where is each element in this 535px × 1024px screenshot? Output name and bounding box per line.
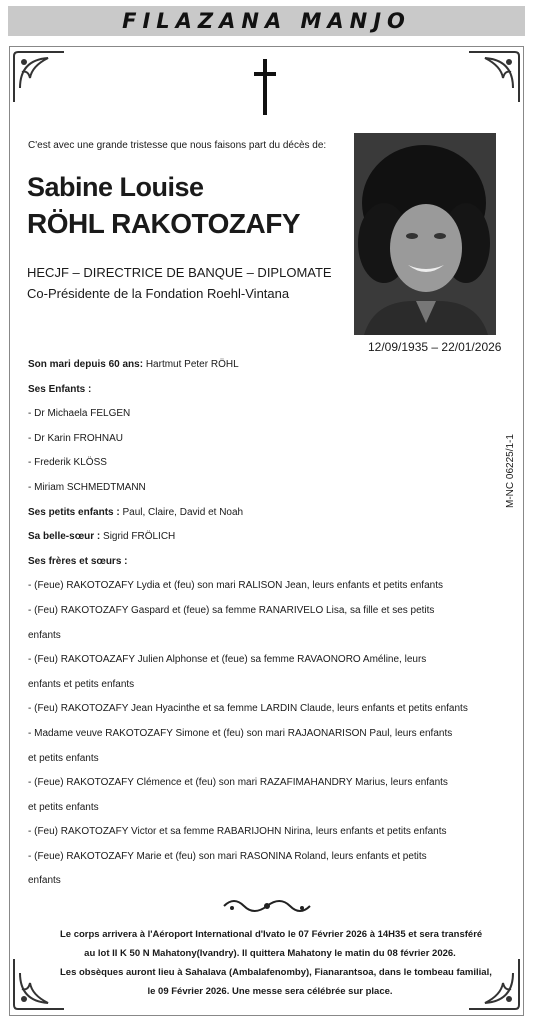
family-list (28, 358, 468, 899)
funeral-line: le 09 Février 2026. Une messe sera célébrée sur place. (147, 986, 393, 997)
family-line (28, 825, 468, 850)
family-line (28, 702, 468, 727)
family-line-text: - Dr Karin FROHNAU (28, 432, 124, 444)
family-line (28, 456, 468, 481)
header-banner (8, 6, 525, 36)
family-line-text: - (Feu) RAKOTOAZAFY Julien Alphonse et (feue) sa femme RAVAONORO Améline, leurs (28, 654, 427, 666)
family-line-text: - Madame veuve RAKOTOZAFY Simone et (feu) son mari RAJAONARISON Paul, leurs enfants (28, 727, 453, 739)
family-line-text: - (Feu) RAKOTOZAFY Jean Hyacinthe et sa femme LARDIN Claude, leurs enfants et petits enfants (28, 703, 468, 715)
family-line-label: Ses frères et sœurs : (28, 555, 128, 567)
family-line-label: Son mari depuis 60 ans: (28, 359, 144, 370)
deceased-last-name: RÖHL RAKOTOZAFY (27, 208, 301, 239)
role-title: HECJF – DIRECTRICE DE BANQUE – DIPLOMATE (27, 265, 332, 280)
cross-icon (254, 59, 276, 115)
funeral-line: Les obsèques auront lieu à Sahalava (Ambalafenomby), Fianarantsoa, dans le tombeau familial, (60, 967, 492, 978)
life-dates: 12/09/1935 – 22/01/2026 (368, 340, 502, 354)
family-line (28, 579, 468, 604)
reference-code: M-NC 06225/1-1 (505, 434, 516, 508)
role-foundation: Co-Présidente de la Fondation Roehl-Vintana (27, 286, 290, 301)
family-line (28, 727, 468, 752)
page-title: FILAZANA MANJO (122, 9, 411, 33)
family-line-text: et petits enfants (28, 801, 99, 813)
deceased-first-name: Sabine Louise (27, 172, 204, 202)
family-line (28, 776, 468, 801)
family-line (28, 653, 468, 678)
intro-text: C'est avec une grande tristesse que nous faisons part du décès de: (28, 140, 327, 151)
family-line (28, 604, 468, 629)
family-line-text: et petits enfants (28, 752, 99, 764)
family-line-text: - Frederik KLÖSS (28, 457, 107, 469)
family-line-text: enfants (28, 629, 61, 641)
family-line (28, 801, 468, 826)
family-line (28, 383, 468, 408)
funeral-line: au lot II K 50 N Mahatony(Ivandry). Il quittera Mahatony le matin du 08 février 2026. (84, 948, 456, 959)
family-line-label: Ses Enfants : (28, 383, 92, 395)
family-line (28, 555, 468, 580)
family-line-text: - (Feu) RAKOTOZAFY Gaspard et (feue) sa femme RANARIVELO Lisa, sa fille et ses petits (28, 604, 435, 616)
portrait-photo (354, 133, 496, 335)
family-line (28, 752, 468, 777)
family-line-text: Paul, Claire, David et Noah (119, 506, 244, 518)
funeral-details (60, 925, 492, 1001)
family-line (28, 850, 468, 875)
family-line (28, 407, 468, 432)
family-line-text: - Miriam SCHMEDTMANN (28, 481, 146, 493)
corner-ornament-top-left-icon (10, 48, 68, 106)
family-line-text: - (Feue) RAKOTOZAFY Lydia et (feu) son mari RALISON Jean, leurs enfants et petits enfants (28, 580, 443, 592)
family-line-text: - (Feue) RAKOTOZAFY Marie et (feu) son mari RASONINA Roland, leurs enfants et petits (28, 850, 427, 862)
family-line (28, 678, 468, 703)
family-line-text: enfants (28, 875, 61, 887)
divider-ornament-icon (222, 896, 312, 916)
family-line-text: - (Feu) RAKOTOZAFY Victor et sa femme RABARIJOHN Nirina, leurs enfants et petits enfants (28, 826, 447, 838)
family-line (28, 358, 468, 383)
corner-ornament-top-right-icon (465, 48, 523, 106)
family-line-text: - (Feue) RAKOTOZAFY Clémence et (feu) son mari RAZAFIMAHANDRY Marius, leurs enfants (28, 777, 448, 789)
funeral-line: Le corps arrivera à l'Aéroport International d'Ivato le 07 Février 2026 à 14H35 et sera transféré (60, 929, 483, 940)
family-line (28, 506, 468, 531)
family-line-label: Ses petits enfants : (28, 506, 120, 518)
family-line (28, 629, 468, 654)
family-line-label: Sa belle-sœur : (28, 531, 101, 543)
family-line-text: Hartmut Peter RÖHL (143, 359, 239, 370)
family-line (28, 530, 468, 555)
family-line-text: Sigrid FRÖLICH (100, 531, 176, 543)
family-line (28, 432, 468, 457)
family-line-text: - Dr Michaela FELGEN (28, 408, 131, 420)
family-line (28, 481, 468, 506)
family-line-text: enfants et petits enfants (28, 678, 135, 690)
